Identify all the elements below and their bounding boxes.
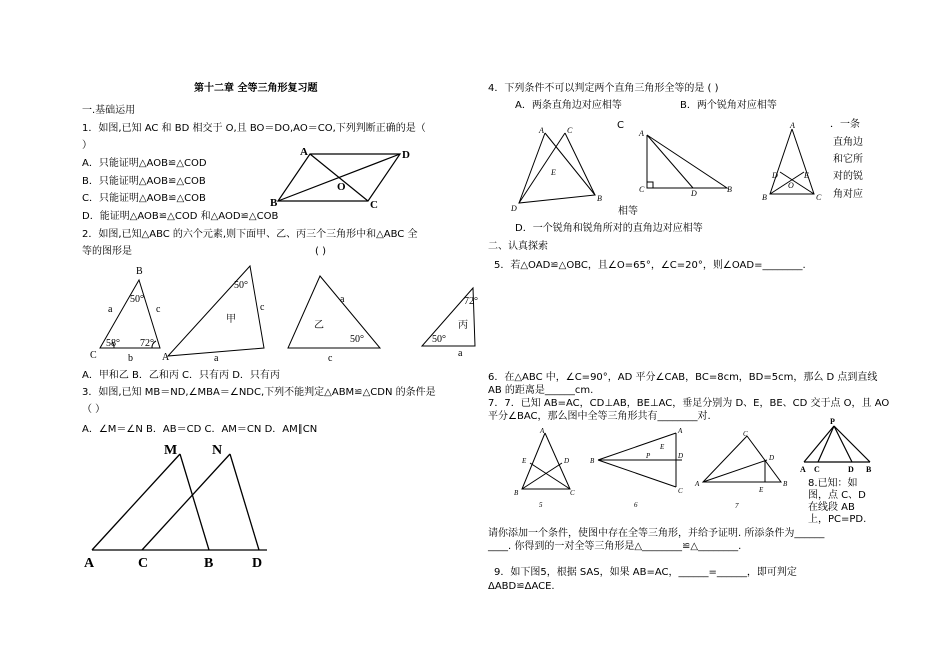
q2-angle-72: 72°	[140, 338, 154, 349]
f6-c: C	[678, 487, 683, 495]
q2-stem: 2．如图,已知△ABC 的六个元素,则下面甲、乙、丙三个三角形中和△ABC 全	[82, 229, 418, 240]
q1-option-c: C．只能证明△AOB≌△COB	[82, 193, 206, 204]
q8-side-4: 上，PC=PD.	[808, 514, 867, 525]
f7-caption: 7	[735, 502, 739, 510]
q3-figure	[82, 440, 282, 575]
f8-b: B	[866, 465, 872, 474]
f7-a: A	[695, 480, 700, 488]
q3-stem: 3．如图,已知 MB＝ND,∠MBA＝∠NDC,下列不能判定△ABM≌△CDN 的条件是	[82, 387, 436, 398]
q8-text: 请你添加一个条件，使图中存在全等三角形，并给予证明. 所添条件为______	[488, 528, 825, 539]
q4f2-d: D	[691, 189, 697, 198]
q4f2-a: A	[639, 129, 644, 138]
q4-figure-3	[760, 121, 830, 204]
q4-option-c-2: 直角边	[833, 137, 863, 148]
q5-text: 5．若△OAD≌△OBC，且∠O=65°，∠C=20°，则∠OAD=________.	[494, 260, 806, 271]
page-title: 第十二章 全等三角形复习题	[194, 83, 318, 94]
f6-a: A	[678, 427, 683, 435]
q2-jia-a: a	[214, 353, 219, 364]
q2-jia-c: c	[260, 302, 265, 313]
q4-option-b: B．两个锐角对应相等	[680, 100, 777, 111]
q2-stem-cont: 等的图形是	[82, 246, 132, 257]
q2-label-b: B	[136, 266, 143, 277]
q3-label-n: N	[212, 443, 223, 458]
q4-option-c-prefix: C	[617, 120, 624, 131]
q7-text-cont: 平分∠BAC，那么图中全等三角形共有________对.	[488, 411, 711, 422]
f8-a: A	[800, 465, 806, 474]
f5-b: B	[514, 489, 519, 497]
q2-options: A．甲和乙 B．乙和丙 C．只有丙 D．只有丙	[82, 370, 280, 381]
q2-jia-angle: 50°	[234, 280, 248, 291]
q2-bing-a: a	[458, 348, 463, 359]
q4f1-c: C	[567, 126, 573, 135]
q4-stem: 4．下列条件不可以判定两个直角三角形全等的是 ( )	[488, 83, 719, 94]
q1-figure	[270, 144, 420, 209]
f6-p: P	[646, 452, 651, 460]
q9-text: 9．如下图5，根据 SAS，如果 AB=AC，______=______，即可判定	[494, 567, 797, 578]
q1-label-d: D	[402, 149, 410, 161]
q3-stem-cont: （ ）	[82, 404, 106, 415]
q4f1-d: D	[511, 204, 517, 213]
f6-e: E	[660, 443, 665, 451]
q3-label-b: B	[204, 556, 214, 571]
q4f2-b: B	[727, 185, 732, 194]
q3-label-c: C	[138, 556, 149, 571]
q2-label-c-side: c	[156, 304, 161, 315]
q1-option-a: A．只能证明△AOB≌△COD	[82, 158, 207, 169]
q3-options: A．∠M＝∠N B．AB＝CD C．AM＝CN D．AM∥CN	[82, 424, 318, 435]
f8-c: C	[814, 465, 820, 474]
q8-text-cont: ____. 你得到的一对全等三角形是△________≌△________.	[488, 541, 742, 552]
q1-label-c: C	[370, 199, 378, 211]
q2-angle-58: 58°	[106, 338, 120, 349]
f5-caption: 5	[539, 501, 543, 509]
q2-label-a: A	[162, 352, 170, 363]
q8-side-2: 图，点 C、D	[808, 490, 866, 501]
q4-figure-2	[637, 129, 737, 198]
q4-option-c-4: 对的锐	[833, 171, 863, 182]
f7-d: D	[769, 454, 775, 462]
q1-option-d: D．能证明△AOB≌△COD 和△AOD≌△COB	[82, 211, 279, 222]
q4f3-c: C	[816, 193, 822, 202]
f6-caption: 6	[634, 501, 638, 509]
q1-stem-cont: ）	[82, 140, 92, 151]
q4-option-c-1: ．一条	[830, 119, 860, 130]
q4-option-c-5: 角对应	[833, 189, 863, 200]
f5-a: A	[540, 427, 545, 435]
figure-8	[800, 418, 875, 476]
q4f1-a: A	[539, 126, 544, 135]
figure-6	[590, 425, 690, 515]
q8-side-3: 在线段 AB	[808, 502, 855, 513]
q4f3-b: B	[762, 193, 767, 202]
q2-bing-angle50: 50°	[432, 334, 446, 345]
q6-text: 6．在△ABC 中，∠C=90°，AD 平分∠CAB，BC=8cm，BD=5cm，那么 D 点到直线	[488, 372, 878, 383]
f7-b: B	[783, 480, 788, 488]
q2-bing-angle72: 72°	[464, 296, 478, 307]
q2-yi-angle: 50°	[350, 334, 364, 345]
q9-text-cont: ΔABD≌ΔACE.	[488, 581, 555, 592]
q3-label-a: A	[84, 556, 95, 571]
q3-label-d: D	[252, 556, 263, 571]
section-explore: 二、认真探索	[488, 241, 548, 252]
f8-p: P	[830, 417, 835, 426]
q2-jia-label: 甲	[226, 314, 236, 325]
f5-c: C	[570, 489, 575, 497]
q1-label-a: A	[300, 146, 308, 158]
q4f3-e: E	[804, 171, 809, 180]
f6-b: B	[590, 457, 595, 465]
q2-yi-c: c	[328, 353, 333, 364]
q2-yi-label: 乙	[314, 320, 324, 331]
q4f3-a: A	[790, 121, 795, 130]
q2-bing-label: 丙	[458, 320, 468, 331]
q6-text-cont: AB 的距离是______cm.	[488, 385, 594, 396]
q2-label-b-side: b	[128, 353, 133, 364]
q4-option-d: D．一个锐角和锐角所对的直角边对应相等	[515, 223, 703, 234]
figure-7	[695, 430, 795, 515]
figure-5	[510, 425, 585, 515]
q3-label-m: M	[164, 443, 178, 458]
q4f1-b: B	[597, 194, 602, 203]
q4-option-c-end: 相等	[618, 206, 638, 217]
q1-option-b: B．只能证明△AOB≌△COB	[82, 176, 206, 187]
q4-figure-1	[505, 125, 610, 213]
q2-blank: ( )	[315, 246, 326, 257]
f7-c: C	[743, 430, 748, 438]
q4f3-o: O	[788, 181, 794, 190]
section-basic: 一.基础运用	[82, 105, 136, 116]
q2-label-c: C	[90, 350, 97, 361]
f8-d: D	[848, 465, 854, 474]
q4-option-a: A．两条直角边对应相等	[515, 100, 622, 111]
f7-e: E	[759, 486, 764, 494]
q4-option-c-3: 和它所	[833, 154, 863, 165]
q2-angle-50: 50°	[130, 294, 144, 305]
q4f2-c: C	[639, 185, 645, 194]
q1-stem: 1．如图,已知 AC 和 BD 相交于 O,且 BO＝DO,AO＝CO,下列判断正确的是（	[82, 123, 426, 134]
q7-text: 7．7．已知 AB=AC，CD⊥AB，BE⊥AC，垂足分别为 D、E，BE、CD 交于点 O，且 AO	[488, 398, 890, 409]
f5-d: D	[564, 457, 570, 465]
f5-e: E	[522, 457, 527, 465]
q1-label-o: O	[337, 181, 346, 193]
q4f3-d: D	[772, 171, 778, 180]
q2-yi-a: a	[340, 294, 345, 305]
q4f1-e: E	[551, 168, 556, 177]
f6-d: D	[678, 452, 684, 460]
q1-label-b: B	[270, 197, 278, 209]
q2-figure	[82, 262, 477, 366]
q8-side-1: 8.已知：如	[808, 478, 858, 489]
q2-label-a-side: a	[108, 304, 113, 315]
